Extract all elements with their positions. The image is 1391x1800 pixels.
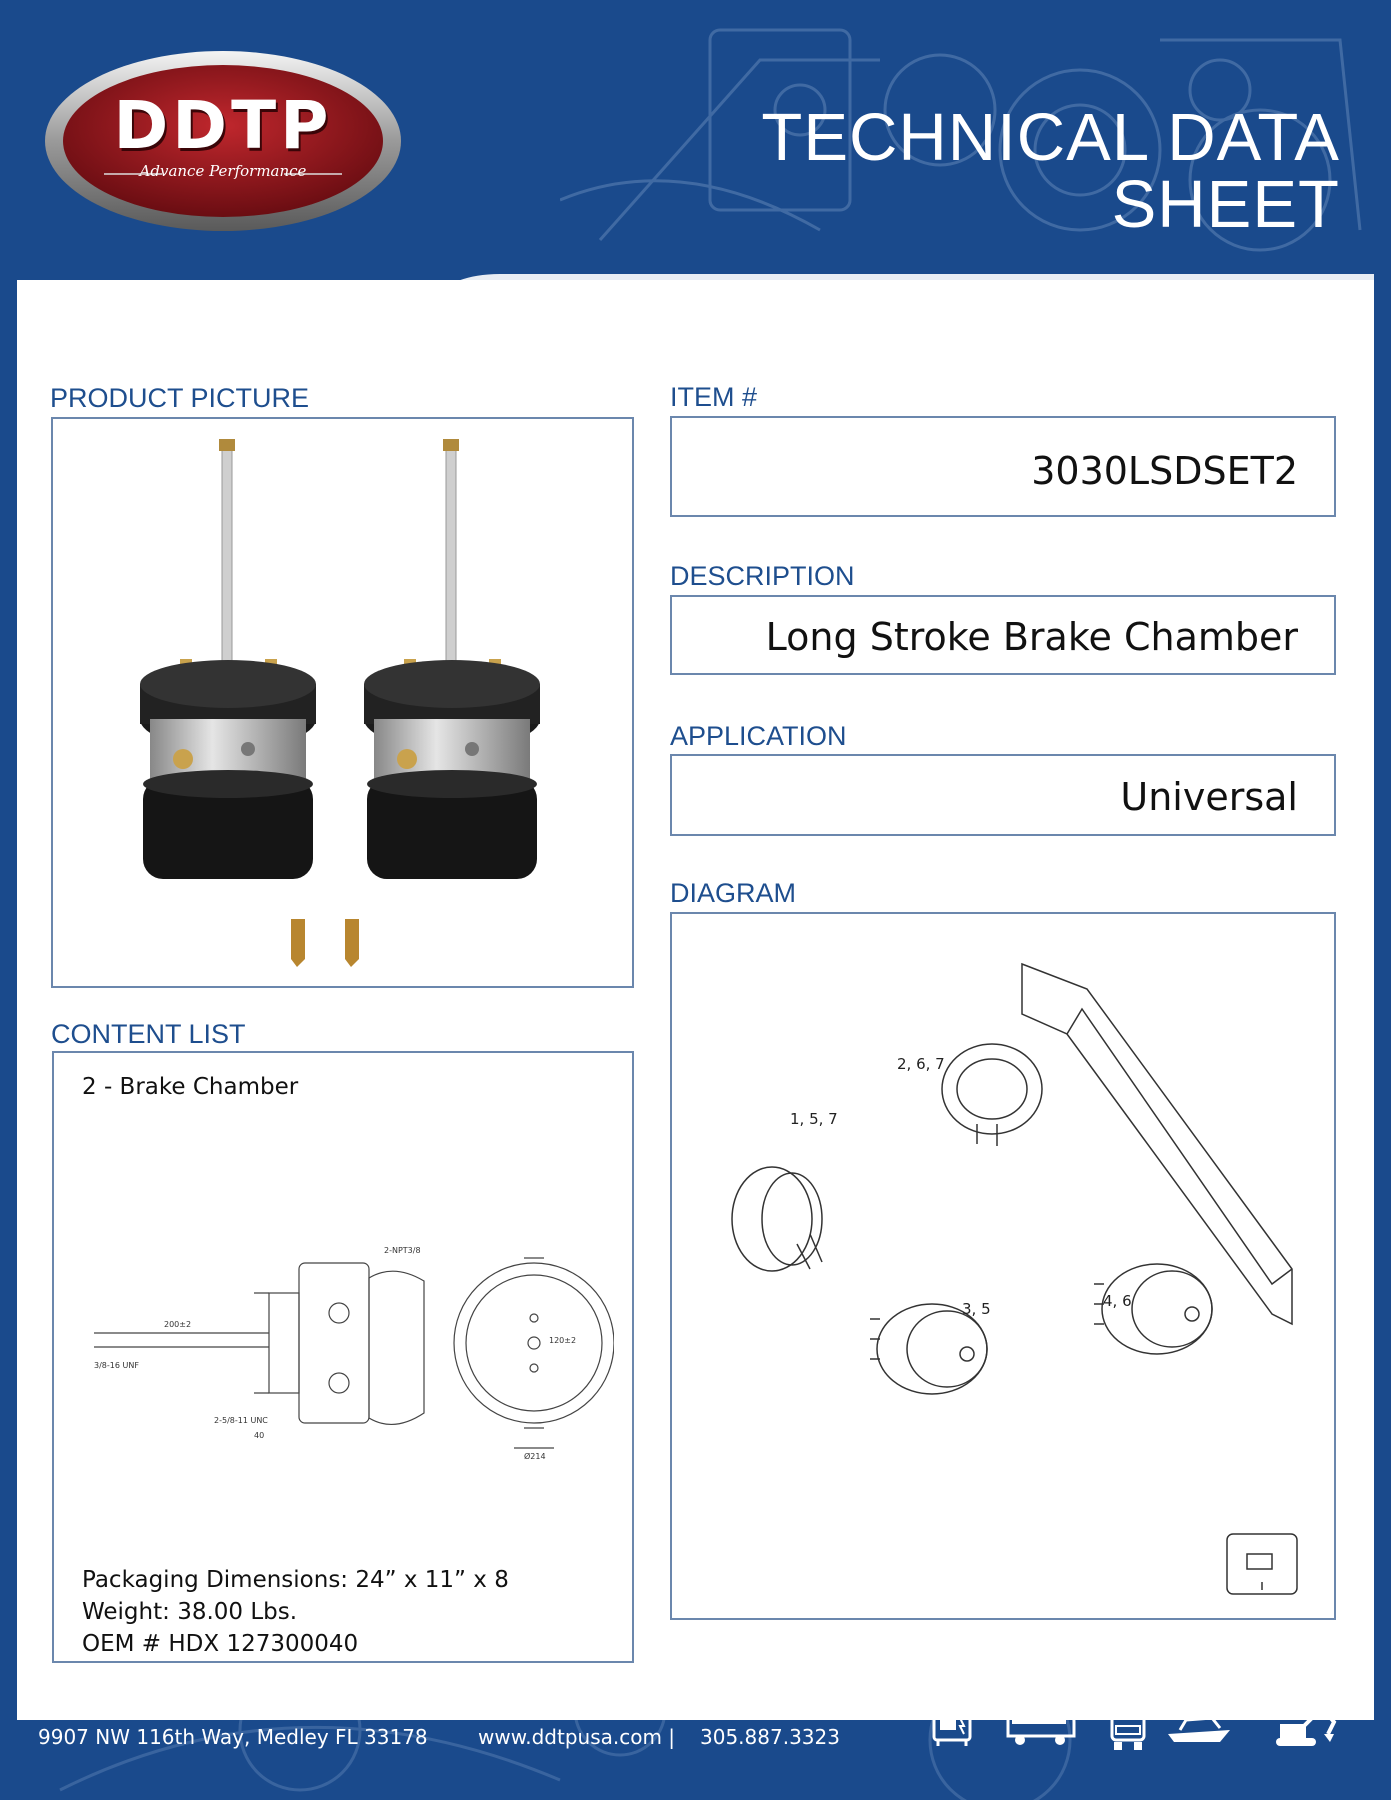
truck-icon [1106,1700,1150,1752]
page-title: TECHNICAL DATA SHEET [761,100,1340,242]
header-wave [0,260,1391,350]
technical-drawing [94,1223,614,1463]
callout-3-5: 3, 5 [962,1300,991,1318]
item-number-box [670,416,1336,517]
drawing-thread-main: 3/8-16 UNF [94,1361,139,1370]
drawing-thread-stud: 2-5/8-11 UNC [214,1416,268,1425]
drawing-bolt-spacing: 120±2 [549,1336,577,1345]
footer-address: 9907 NW 116th Way, Medley FL 33178 [38,1725,428,1749]
item-number-value: 3030LSDSET2 [1031,449,1298,493]
content-item: 2 - Brake Chamber [82,1074,299,1100]
application-box [670,754,1336,836]
diagram-box [670,912,1336,1620]
diagram-label: DIAGRAM [670,878,797,908]
drawing-offset: 40 [254,1431,265,1440]
logo-tagline: Advance Performance [139,162,307,180]
callout-4-6: 4, 6 [1103,1292,1132,1310]
logo-brand-text: DDTP [113,87,333,164]
installation-diagram [672,914,1334,1618]
callout-2-6-7: 2, 6, 7 [897,1055,945,1073]
application-label: APPLICATION [670,721,847,751]
footer-phone[interactable]: 305.887.3323 [700,1725,840,1749]
bus-icon [1002,1700,1078,1750]
brake-chamber-photo [53,419,632,986]
generator-icon [930,1700,974,1750]
packaging-dimensions: Packaging Dimensions: 24” x 11” x 8 [82,1567,509,1593]
description-label: DESCRIPTION [670,561,855,591]
product-picture-box [51,417,634,988]
description-box [670,595,1336,675]
drawing-port-label: 2-NPT3/8 [384,1246,421,1255]
drawing-diameter: Ø214 [524,1452,546,1461]
drawing-rod-length: 200±2 [164,1320,192,1329]
content-list-box [52,1051,634,1663]
product-picture-label: PRODUCT PICTURE [50,383,310,413]
yacht-icon [1166,1700,1232,1750]
footer-website[interactable]: www.ddtpusa.com | [478,1725,676,1749]
application-value: Universal [1120,775,1298,819]
content-list-label: CONTENT LIST [51,1019,246,1049]
callout-1-5-7: 1, 5, 7 [790,1110,838,1128]
weight: Weight: 38.00 Lbs. [82,1599,298,1625]
item-number-label: ITEM # [670,382,758,412]
description-value: Long Stroke Brake Chamber [765,615,1298,659]
excavator-icon [1270,1700,1340,1750]
oem-number: OEM # HDX 127300040 [82,1631,359,1657]
